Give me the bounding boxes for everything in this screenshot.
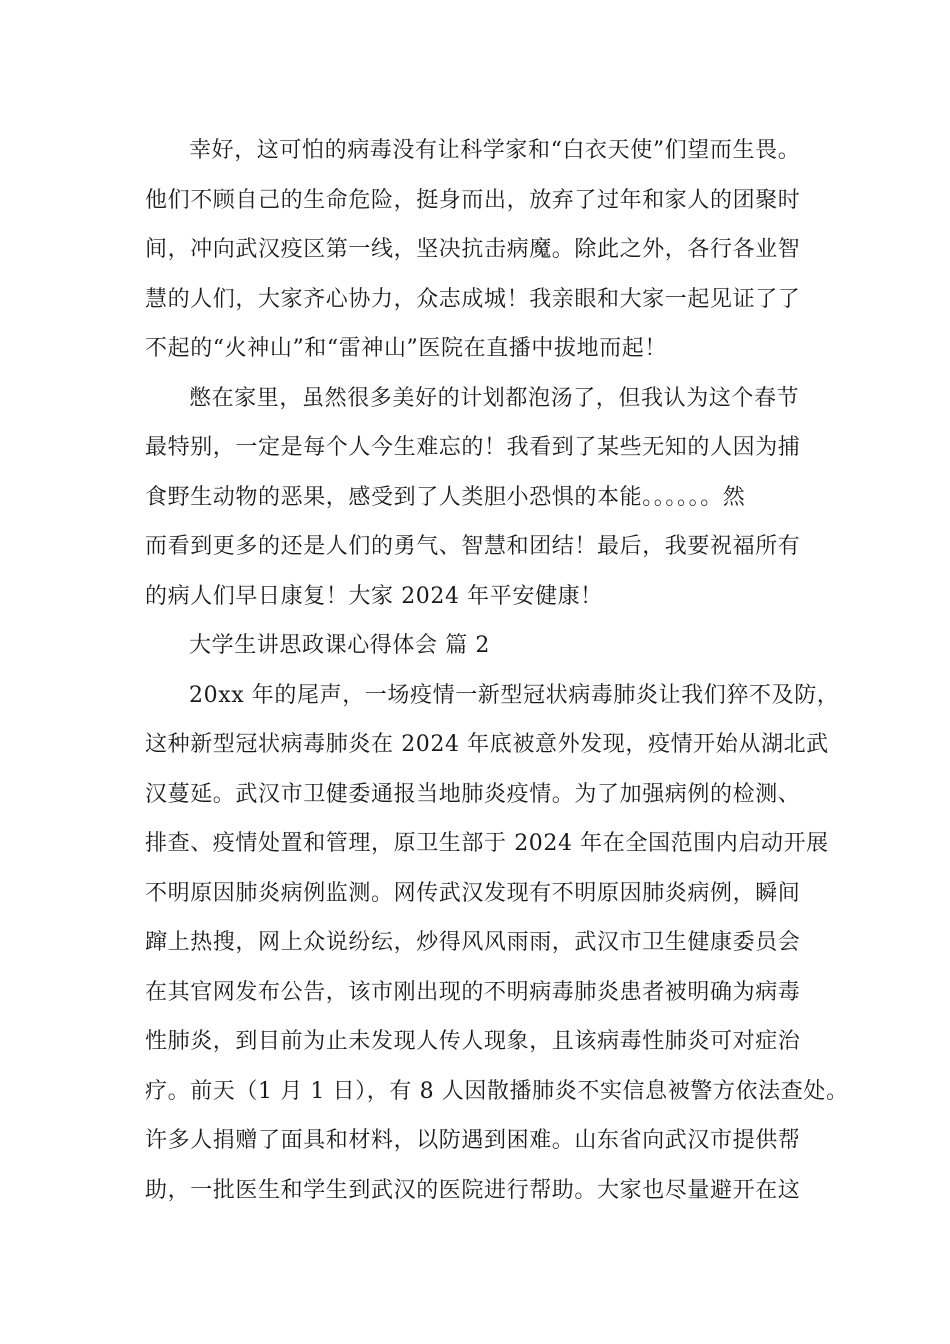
text-line: 汉蔓延。武汉市卫健委通报当地肺炎疫情。为了加强病例的检测、 (145, 781, 801, 807)
text-line: 不明原因肺炎病例监测。网传武汉发现有不明原因肺炎病例，瞬间 (145, 880, 801, 906)
section-heading: 大学生讲思政课心得体会 篇 2 (189, 633, 490, 658)
text-line: 这种新型冠状病毒肺炎在 2024 年底被意外发现，疫情开始从湖北武 (145, 732, 829, 757)
text-line: 助，一批医生和学生到武汉的医院进行帮助。大家也尽量避开在这 (145, 1177, 801, 1203)
text-line: 憋在家里，虽然很多美好的计划都泡汤了，但我认为这个春节 (189, 385, 800, 411)
text-line: 疗。前天（1 月 1 日），有 8 人因散播肺炎不实信息被警方依法查处。 (145, 1078, 849, 1104)
text-line: 慧的人们，大家齐心协力，众志成城！我亲眼和大家一起见证了了 (145, 286, 801, 312)
text-line: 他们不顾自己的生命危险，挺身而出，放弃了过年和家人的团聚时 (145, 187, 801, 213)
text-line: 而看到更多的还是人们的勇气、智慧和团结！最后，我要祝福所有 (145, 534, 801, 559)
text-line: 食野生动物的恶果，感受到了人类胆小恐惧的本能。。。。。。然 (145, 484, 746, 510)
text-line: 性肺炎，到目前为止未发现人传人现象，且该病毒性肺炎可对症治 (145, 1029, 801, 1054)
text-line: 许多人捐赠了面具和材料，以防遇到困难。山东省向武汉市提供帮 (145, 1128, 801, 1153)
text-line: 幸好，这可怕的病毒没有让科学家和“白衣天使”们望而生畏。 (189, 138, 801, 163)
text-line: 排查、疫情处置和管理，原卫生部于 2024 年在全国范围内启动开展 (145, 831, 829, 856)
text-line: 不起的“火神山”和“雷神山”医院在直播中拔地而起！ (145, 336, 667, 361)
document-body (145, 126, 849, 1215)
text-line: 间，冲向武汉疫区第一线，坚决抗击病魔。除此之外，各行各业智 (145, 237, 801, 262)
text-line: 最特别，一定是每个人今生难忘的！我看到了某些无知的人因为捕 (145, 435, 801, 460)
text-line: 蹿上热搜，网上众说纷纭，炒得风风雨雨，武汉市卫生健康委员会 (145, 930, 801, 955)
text-line: 的病人们早日康复！大家 2024 年平安健康！ (145, 583, 603, 609)
text-line: 20xx 年的尾声，一场疫情一新型冠状病毒肺炎让我们猝不及防， (189, 682, 840, 708)
text-line: 在其官网发布公告，该市刚出现的不明病毒肺炎患者被明确为病毒 (145, 979, 801, 1005)
